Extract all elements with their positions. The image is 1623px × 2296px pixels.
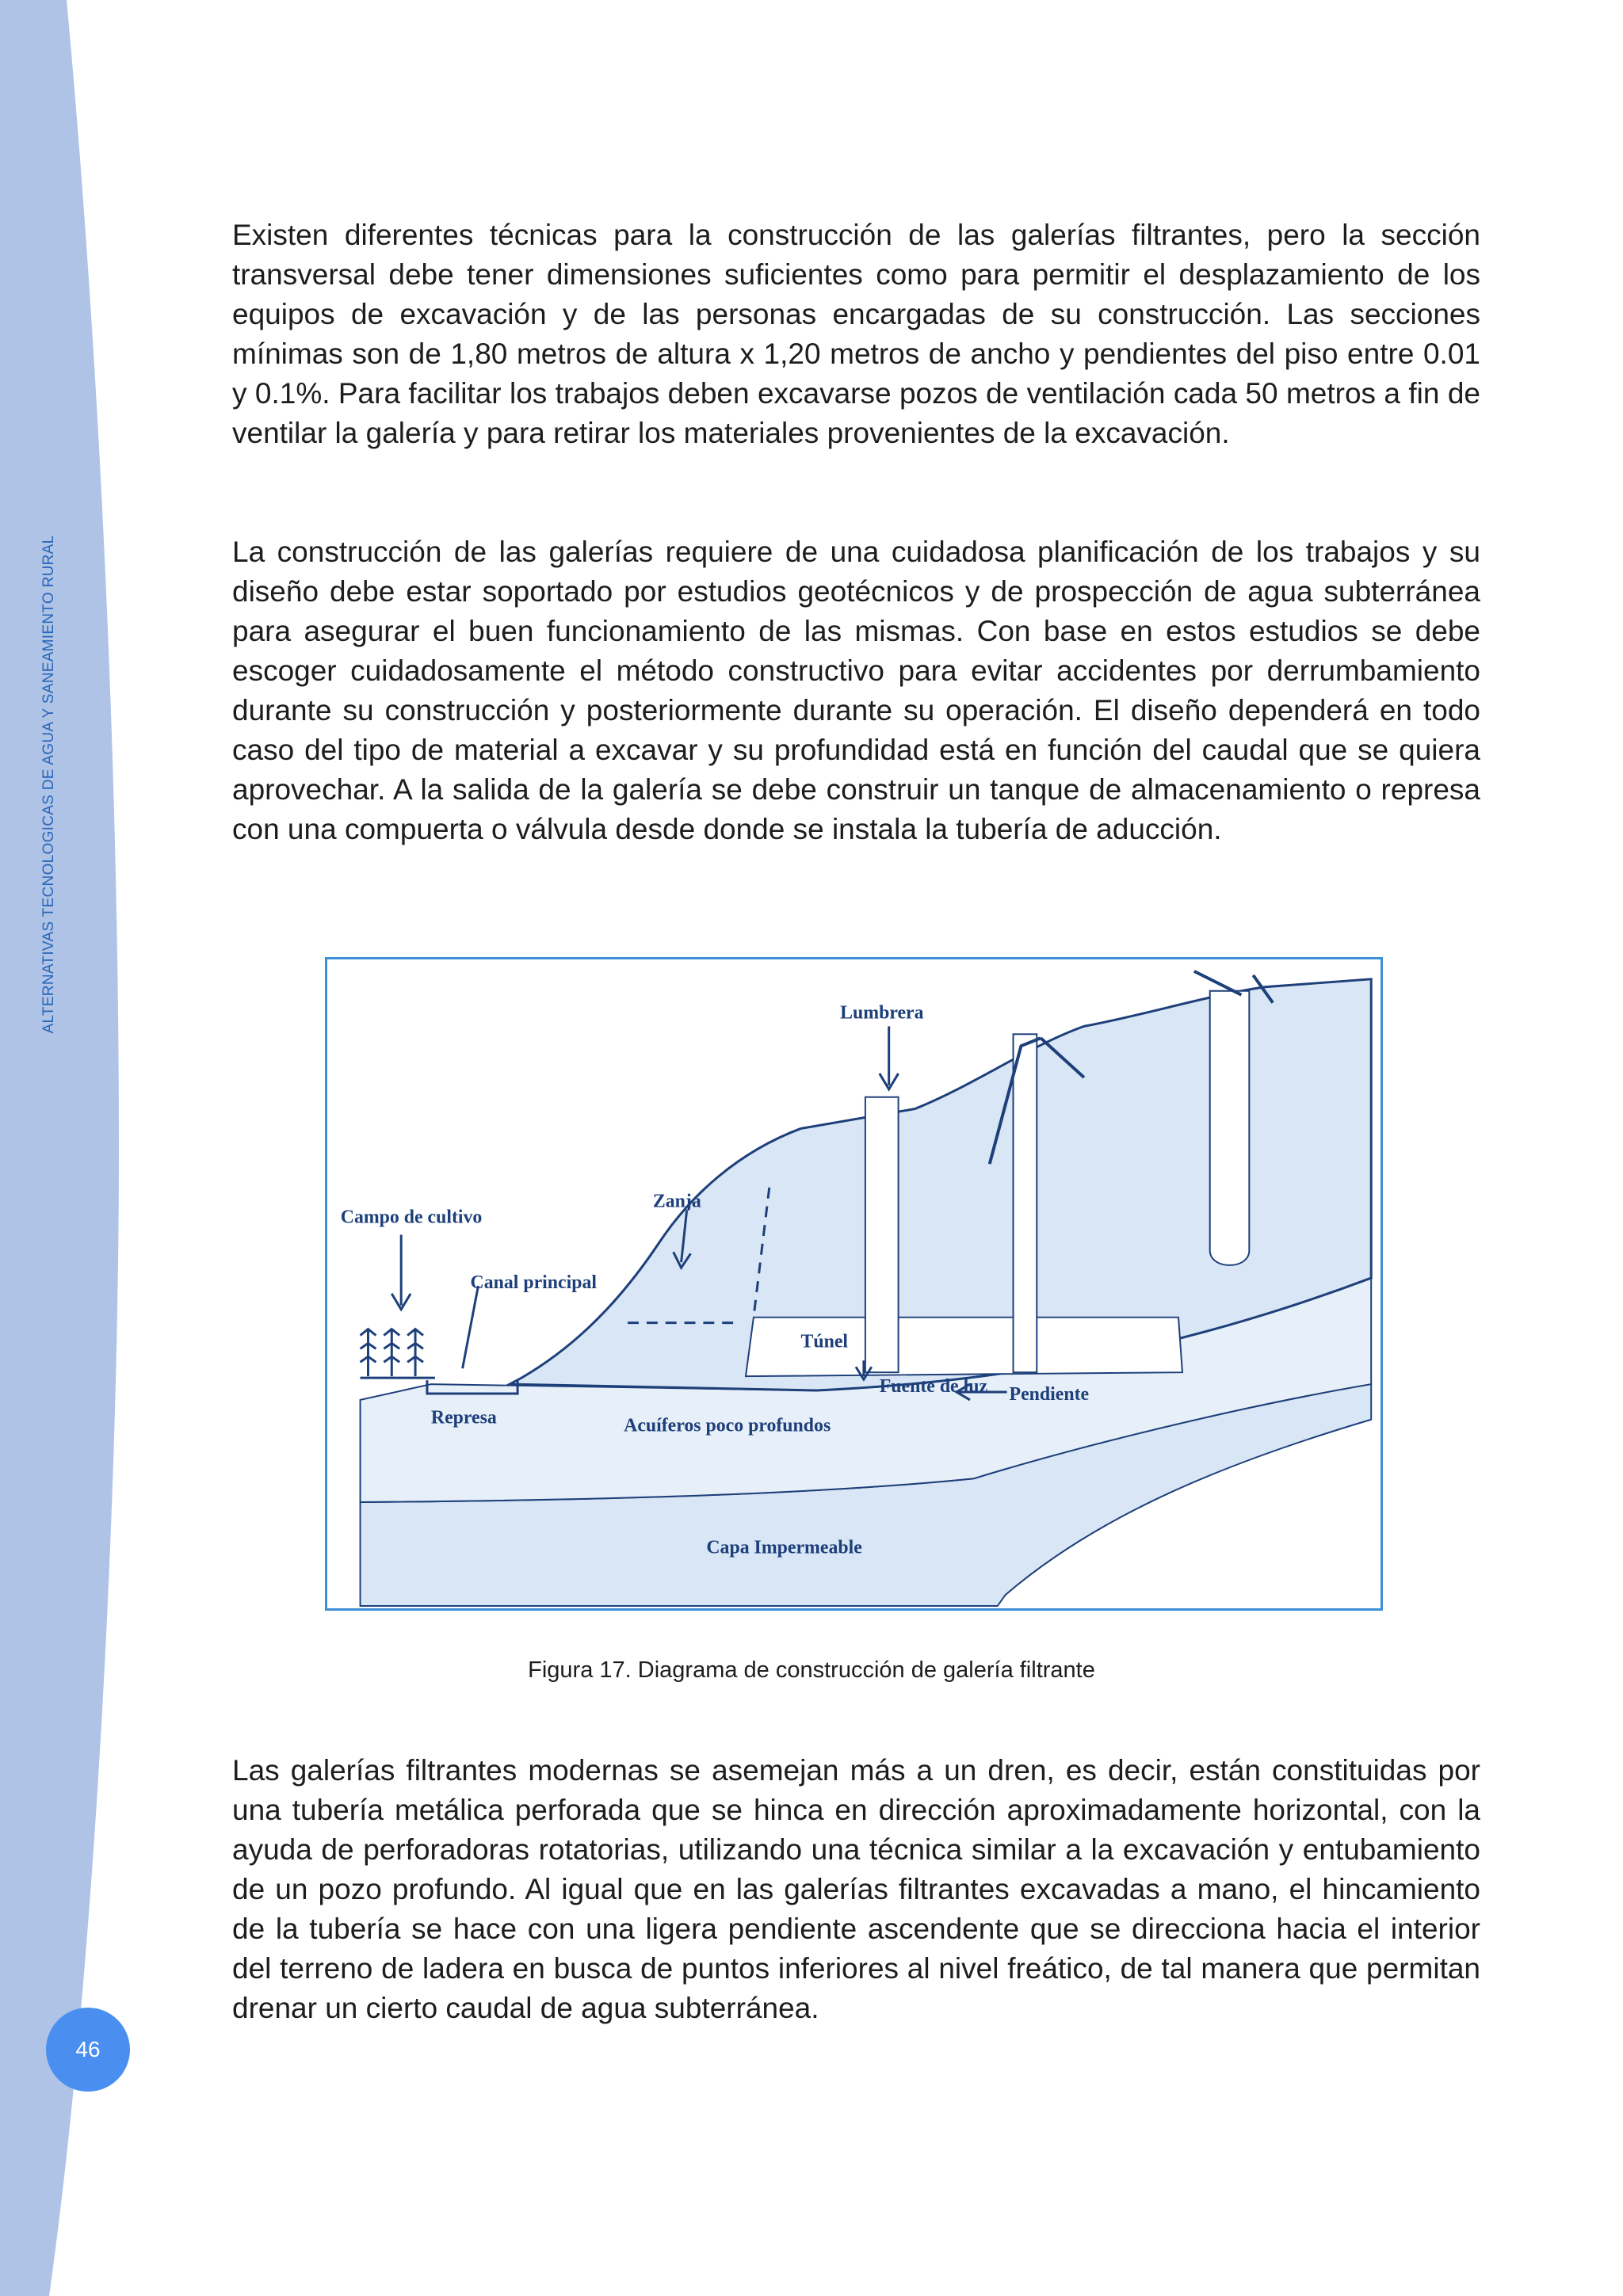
- lumbrera-shaft: [865, 1097, 899, 1372]
- label-represa: Represa: [430, 1407, 497, 1428]
- well-shaft: [1210, 991, 1250, 1265]
- label-lumbrera: Lumbrera: [840, 1002, 924, 1024]
- paragraph-2: La construcción de las galerías requiere de una cuidadosa planificación de los trabajos y su diseño debe estar soportado por estudios geotécnicos y de prospección de agua subterránea para asegurar el buen funcionamiento de las mismas. Con base en estos estudios se debe escoger cuidadosamente el método constructivo para evitar accidentes por derrumbamiento durante su construcción y posteriormente durante su operación. El diseño dependerá en todo caso del tipo de material a excavar y su profundidad está en función del caudal que se quiera aprovechar. A la salida de la galería se debe construir un tanque de almacenamiento o represa con una compuerta o válvula desde donde se instala la tubería de aducción.: [232, 536, 1480, 845]
- figure-caption: Figura 17. Diagrama de construcción de galería filtrante: [528, 1657, 1095, 1683]
- figure-diagram: [325, 957, 1383, 1611]
- label-canal-principal: Canal principal: [470, 1272, 597, 1293]
- running-title: ALTERNATIVAS TECNOLOGICAS DE AGUA Y SANEAMIENTO RURAL: [40, 535, 57, 1034]
- side-band: [0, 0, 119, 2296]
- label-acuiferos: Acuíferos poco profundos: [624, 1415, 831, 1436]
- campo-arrow: [391, 1234, 411, 1309]
- label-campo-de-cultivo: Campo de cultivo: [340, 1207, 483, 1228]
- galeria-filtrante-diagram: [327, 959, 1381, 1608]
- canal-arrow: [463, 1286, 479, 1368]
- second-shaft: [1014, 1034, 1037, 1372]
- lumbrera-arrow: [880, 1026, 899, 1089]
- label-capa-impermeable: Capa Impermeable: [706, 1537, 862, 1558]
- crop-plants: [361, 1329, 435, 1379]
- page-number: 46: [75, 2037, 101, 2061]
- page-number-badge: [46, 2008, 130, 2092]
- label-tunel: Túnel: [800, 1331, 849, 1352]
- paragraph-1: Existen diferentes técnicas para la construcción de las galerías filtrantes, pero la sección transversal debe tener dimensiones suficientes como para permitir el desplazamiento de los equipos de excavación y de las personas encargadas de su construcción. Las secciones mínimas son de 1,80 metros de altura x 1,20 metros de ancho y pendientes del piso entre 0.01 y 0.1%. Para facilitar los trabajos deben excavarse pozos de ventilación cada 50 metros a fin de ventilar la galería y para retirar los materiales provenientes de la excavación.: [232, 219, 1480, 449]
- label-zanja: Zanja: [652, 1191, 701, 1212]
- label-pendiente: Pendiente: [1009, 1383, 1090, 1405]
- paragraph-3: Las galerías filtrantes modernas se asemejan más a un dren, es decir, están constituidas por una tubería metálica perforada que se hinca en dirección aproximadamente horizontal, con la ayuda de perforadoras rotatorias, utilizando una técnica similar a la excavación y entubamiento de un pozo profundo. Al igual que en las galerías filtrantes excavadas a mano, el hincamiento de la tubería se hace con una ligera pendiente ascendente que se direcciona hacia el interior del terreno de ladera en busca de puntos inferiores al nivel freático, de tal manera que permitan drenar un cierto caudal de agua subterránea.: [232, 1754, 1480, 2024]
- label-fuente-de-luz: Fuente de luz: [879, 1376, 988, 1397]
